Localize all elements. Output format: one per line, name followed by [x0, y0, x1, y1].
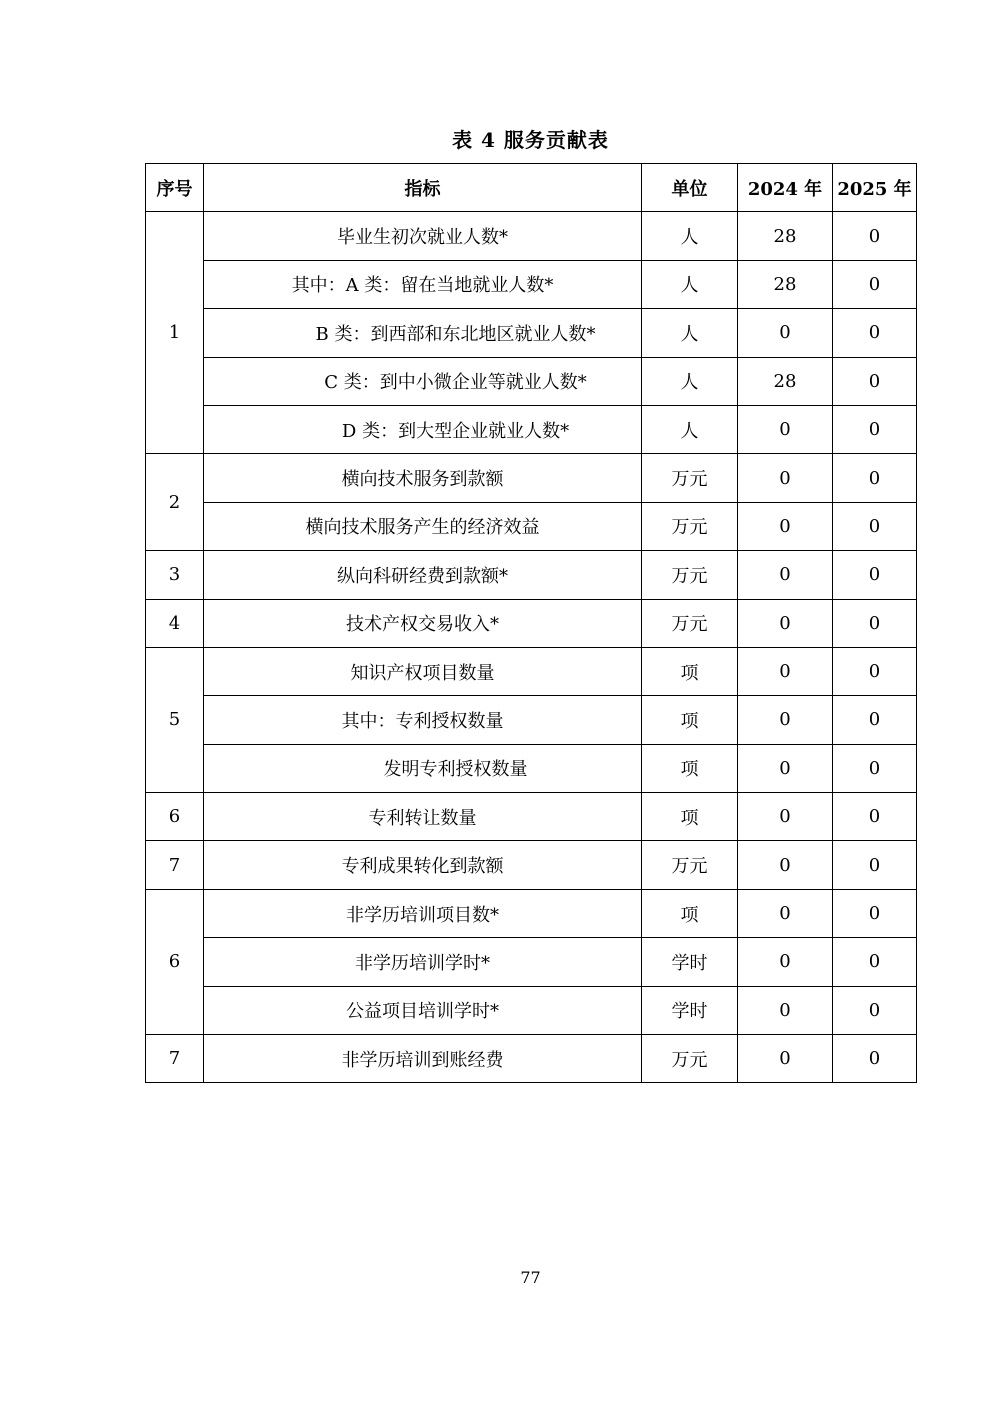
- table-row: [146, 938, 917, 986]
- value-2024-cell: 0: [738, 938, 833, 986]
- unit-cell: 项: [642, 696, 738, 744]
- indicator-cell: 公益项目培训学时*: [204, 986, 642, 1034]
- seq-cell: 5: [146, 647, 204, 792]
- value-2024-cell: 28: [738, 357, 833, 405]
- indicator-cell: 非学历培训项目数*: [204, 889, 642, 937]
- value-2024-cell: 0: [738, 599, 833, 647]
- value-2024-cell: 0: [738, 551, 833, 599]
- table-row: [146, 647, 917, 695]
- value-2025-cell: 0: [833, 357, 917, 405]
- unit-cell: 项: [642, 793, 738, 841]
- header-2025: 2025 年: [833, 164, 917, 212]
- indicator-cell: 专利转让数量: [204, 793, 642, 841]
- seq-cell: 3: [146, 551, 204, 599]
- table-row: [146, 260, 917, 308]
- indicator-cell: 其中：专利授权数量: [204, 696, 642, 744]
- value-2025-cell: 0: [833, 744, 917, 792]
- value-2025-cell: 0: [833, 599, 917, 647]
- indicator-cell: 毕业生初次就业人数*: [204, 212, 642, 260]
- indicator-cell: 横向技术服务到款额: [204, 454, 642, 502]
- unit-cell: 人: [642, 260, 738, 308]
- unit-cell: 项: [642, 647, 738, 695]
- value-2024-cell: 0: [738, 744, 833, 792]
- unit-cell: 人: [642, 405, 738, 453]
- header-2024: 2024 年: [738, 164, 833, 212]
- indicator-cell: C 类：到中小微企业等就业人数*: [204, 357, 642, 405]
- value-2024-cell: 0: [738, 793, 833, 841]
- service-contribution-table: [145, 163, 917, 1083]
- indicator-cell: 纵向科研经费到款额*: [204, 551, 642, 599]
- seq-cell: 7: [146, 841, 204, 889]
- indicator-cell: 发明专利授权数量: [204, 744, 642, 792]
- value-2024-cell: 0: [738, 454, 833, 502]
- table-row: [146, 502, 917, 550]
- unit-cell: 学时: [642, 938, 738, 986]
- value-2025-cell: 0: [833, 551, 917, 599]
- table-row: [146, 986, 917, 1034]
- indicator-cell: 专利成果转化到款额: [204, 841, 642, 889]
- indicator-cell: B 类：到西部和东北地区就业人数*: [204, 309, 642, 357]
- value-2025-cell: 0: [833, 502, 917, 550]
- table-row: [146, 309, 917, 357]
- table-row: [146, 889, 917, 937]
- unit-cell: 人: [642, 357, 738, 405]
- value-2025-cell: 0: [833, 454, 917, 502]
- value-2025-cell: 0: [833, 212, 917, 260]
- value-2024-cell: 28: [738, 260, 833, 308]
- table-row: [146, 454, 917, 502]
- value-2024-cell: 0: [738, 1035, 833, 1083]
- unit-cell: 万元: [642, 551, 738, 599]
- value-2024-cell: 0: [738, 696, 833, 744]
- value-2024-cell: 0: [738, 405, 833, 453]
- indicator-cell: D 类：到大型企业就业人数*: [204, 405, 642, 453]
- seq-cell: 1: [146, 212, 204, 454]
- table-row: [146, 793, 917, 841]
- unit-cell: 人: [642, 309, 738, 357]
- table-row: [146, 1035, 917, 1083]
- value-2024-cell: 0: [738, 647, 833, 695]
- header-seq: 序号: [146, 164, 204, 212]
- page-number: 77: [520, 1268, 541, 1287]
- indicator-cell: 知识产权项目数量: [204, 647, 642, 695]
- value-2024-cell: 0: [738, 841, 833, 889]
- unit-cell: 学时: [642, 986, 738, 1034]
- value-2024-cell: 0: [738, 986, 833, 1034]
- table-row: [146, 551, 917, 599]
- unit-cell: 项: [642, 744, 738, 792]
- table-title: 表 4 服务贡献表: [452, 128, 609, 152]
- value-2024-cell: 0: [738, 502, 833, 550]
- value-2024-cell: 0: [738, 309, 833, 357]
- value-2025-cell: 0: [833, 938, 917, 986]
- seq-cell: 4: [146, 599, 204, 647]
- indicator-cell: 非学历培训到账经费: [204, 1035, 642, 1083]
- header-indicator: 指标: [204, 164, 642, 212]
- table-row: [146, 405, 917, 453]
- value-2025-cell: 0: [833, 647, 917, 695]
- table-row: [146, 841, 917, 889]
- seq-cell: 6: [146, 793, 204, 841]
- table-header-row: [146, 164, 917, 212]
- value-2024-cell: 0: [738, 889, 833, 937]
- table-row: [146, 599, 917, 647]
- unit-cell: 万元: [642, 599, 738, 647]
- seq-cell: 7: [146, 1035, 204, 1083]
- value-2025-cell: 0: [833, 405, 917, 453]
- table-row: [146, 744, 917, 792]
- unit-cell: 万元: [642, 502, 738, 550]
- indicator-cell: 技术产权交易收入*: [204, 599, 642, 647]
- unit-cell: 万元: [642, 1035, 738, 1083]
- value-2025-cell: 0: [833, 696, 917, 744]
- indicator-cell: 横向技术服务产生的经济效益: [204, 502, 642, 550]
- value-2024-cell: 28: [738, 212, 833, 260]
- unit-cell: 万元: [642, 454, 738, 502]
- value-2025-cell: 0: [833, 841, 917, 889]
- value-2025-cell: 0: [833, 309, 917, 357]
- value-2025-cell: 0: [833, 889, 917, 937]
- value-2025-cell: 0: [833, 986, 917, 1034]
- indicator-cell: 非学历培训学时*: [204, 938, 642, 986]
- unit-cell: 万元: [642, 841, 738, 889]
- indicator-cell: 其中：A 类：留在当地就业人数*: [204, 260, 642, 308]
- table-row: [146, 357, 917, 405]
- unit-cell: 项: [642, 889, 738, 937]
- seq-cell: 2: [146, 454, 204, 551]
- unit-cell: 人: [642, 212, 738, 260]
- header-unit: 单位: [642, 164, 738, 212]
- table-row: [146, 696, 917, 744]
- value-2025-cell: 0: [833, 793, 917, 841]
- seq-cell: 6: [146, 889, 204, 1034]
- table-row: [146, 212, 917, 260]
- value-2025-cell: 0: [833, 1035, 917, 1083]
- value-2025-cell: 0: [833, 260, 917, 308]
